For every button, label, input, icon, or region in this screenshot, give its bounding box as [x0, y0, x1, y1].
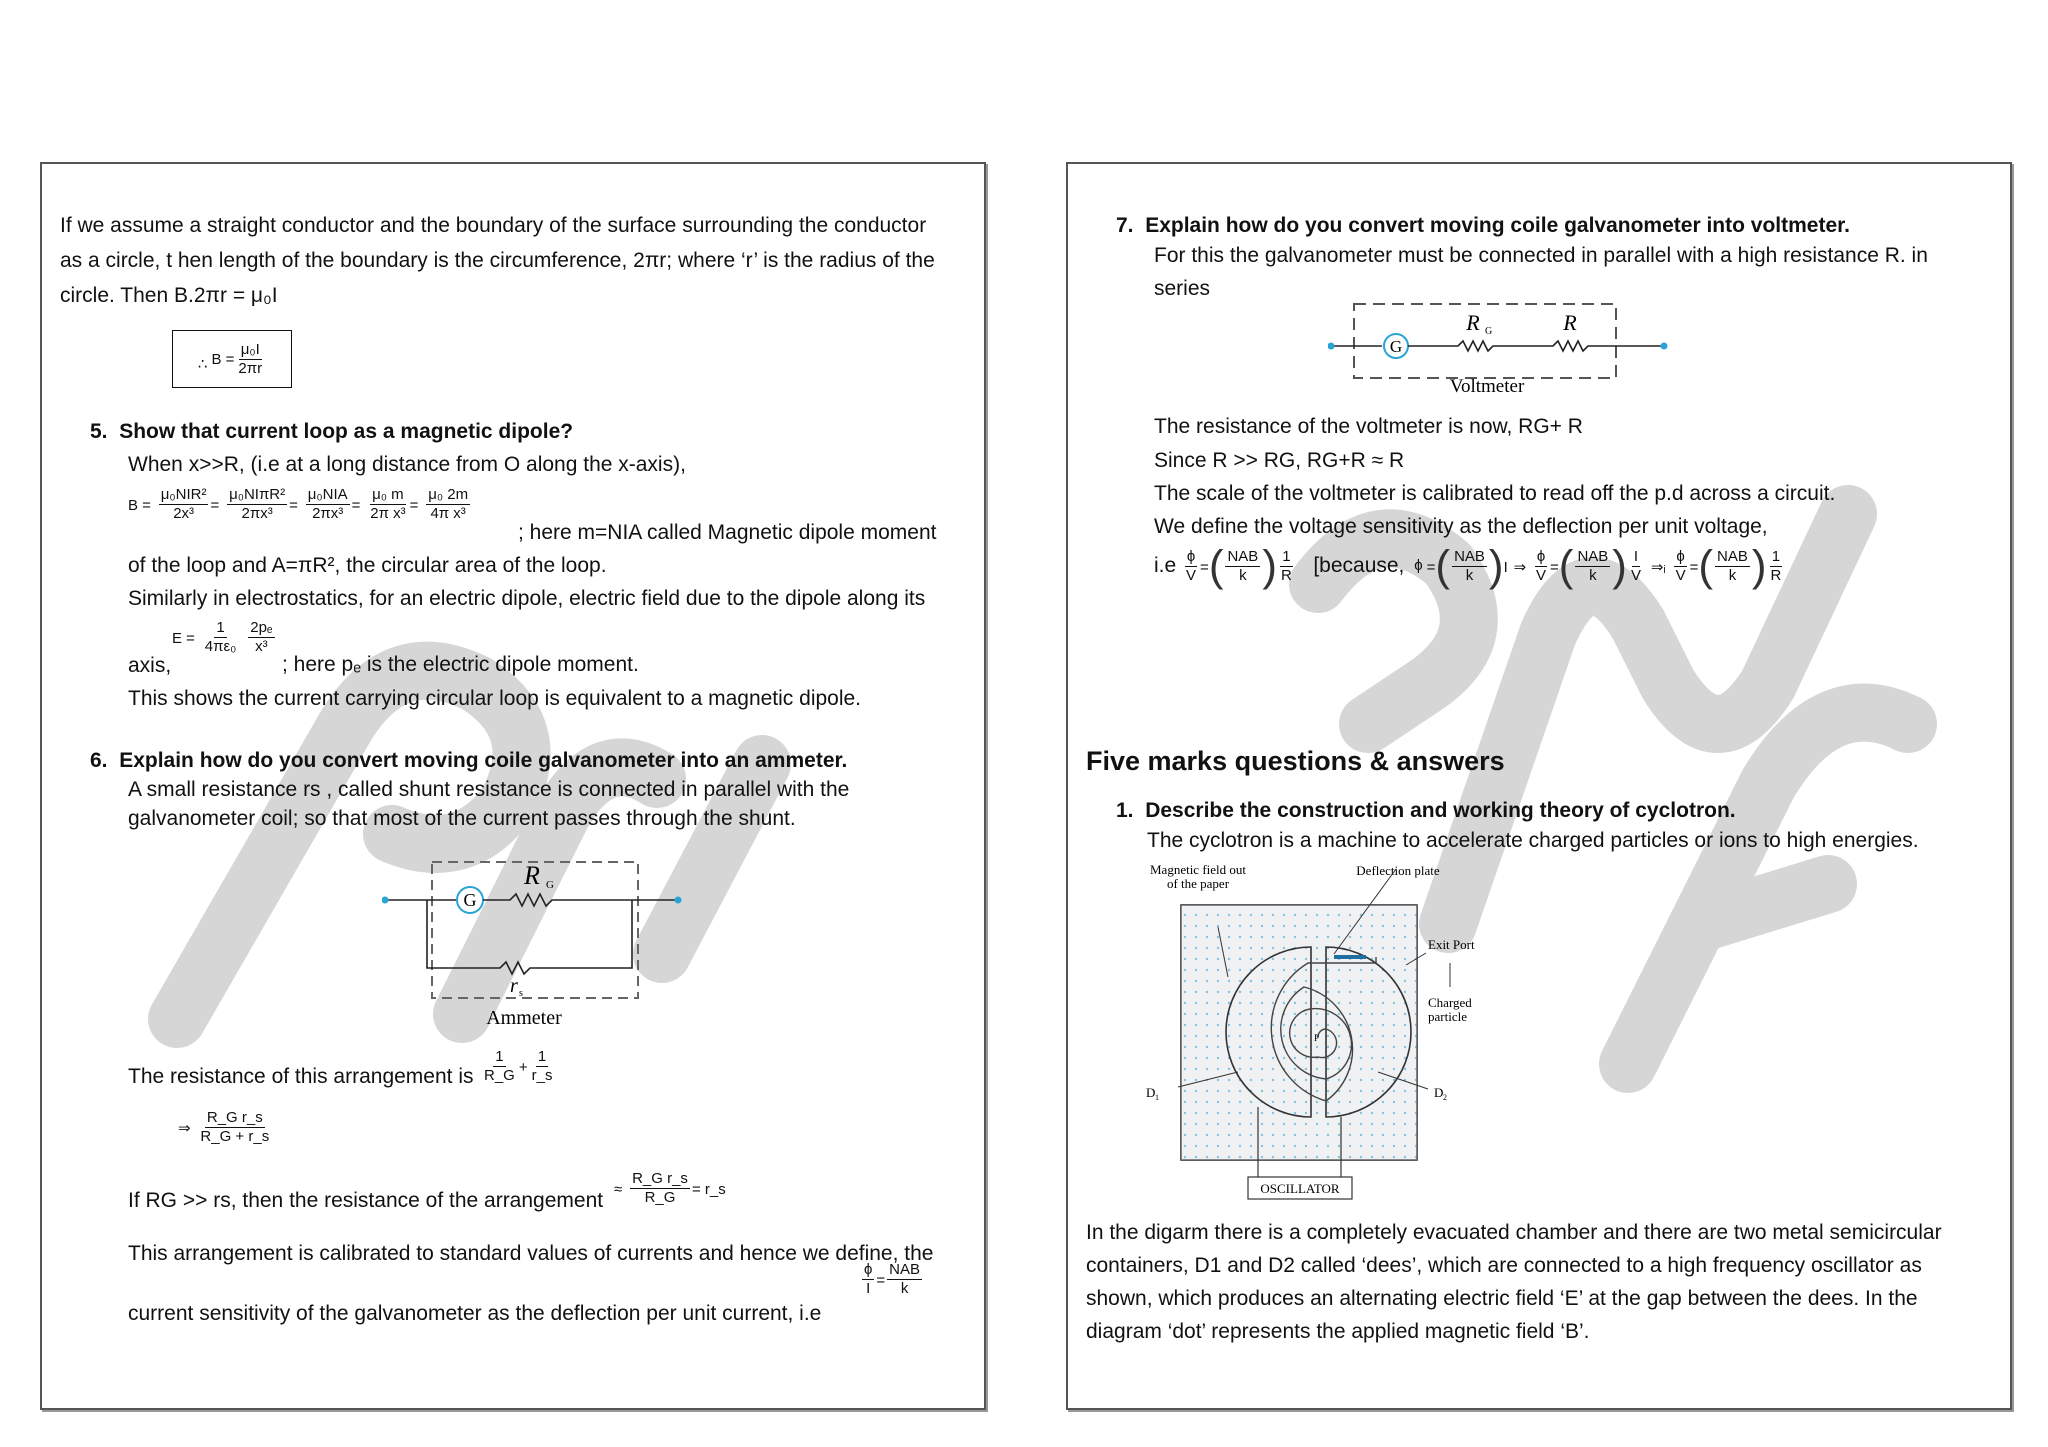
q7-voltage-sensitivity-formula: i.e $\frac{\phi}{V}$ =( $\frac{\text{NAB}}{k}$ ) $\frac{1}{R}$ [because, ϕ =( $\frac{\text{NAB}}{k}$ )I ⇒ $\frac{\phi}{V}$ =( $\frac{\text{NAB}}{k}$ ) $\frac{I}{V}$ ⇒ᵢ $\frac{\phi}{V}$ =( $\frac{\text{NAB}}{k}$ ) $\frac{1}{R}$ — [1154, 541, 1782, 591]
q5-line-4: Similarly in electrostatics, for an electric dipole, electric field due to the dipole along its — [128, 587, 926, 610]
right-page — [1066, 162, 2012, 1410]
intro-line-3: circle. Then B.2πr = μ₀I — [60, 284, 278, 307]
cyclotron-diagram — [1138, 857, 1518, 1207]
intro-line-1: If we assume a straight conductor and the boundary of the surface surrounding the conductor — [60, 214, 927, 237]
r-label: R — [1563, 310, 1577, 335]
rs-sub: s — [519, 988, 523, 999]
q6-line-cal: This arrangement is calibrated to standard values of currents and hence we define, the — [128, 1242, 934, 1265]
q5-line-1: When x>>R, (i.e at a long distance from O along the x-axis), — [128, 453, 686, 476]
q6-sens-fraction: $\frac{\phi}{I}$ = $\frac{\text{NAB}}{k}$ — [864, 1261, 921, 1297]
rs-label: r — [510, 975, 518, 997]
voltmeter-diagram — [1328, 294, 1668, 394]
q6-number: 6. — [90, 749, 108, 772]
series-resistors — [1408, 341, 1664, 351]
para-line-1: In the digarm there is a completely evacuated chamber and there are two metal semicircular — [1086, 1221, 1942, 1244]
voltmeter-caption: Voltmeter — [1449, 376, 1525, 394]
q6-resistance-fraction: $\frac{1}{R\_G}$ + $\frac{1}{r\_s}$ — [484, 1048, 553, 1084]
galvanometer-label: G — [463, 890, 477, 910]
charged-label-1: Charged — [1428, 995, 1472, 1010]
q1-title: Describe the construction and working theory of cyclotron. — [1145, 799, 1736, 822]
fraction: $\frac{\text{μ₀I}}{2\pi r}$ — [238, 340, 263, 377]
q7-heading — [1116, 209, 1850, 243]
charged-label-2: particle — [1428, 1009, 1467, 1024]
oscillator-label: OSCILLATOR — [1260, 1181, 1340, 1196]
left-page — [40, 162, 986, 1410]
galvanometer-label: G — [1389, 337, 1403, 356]
boxed-formula — [172, 330, 292, 388]
q7-line-2: series — [1154, 277, 1211, 300]
deflection-label: Deflection plate — [1356, 863, 1440, 878]
shunt-resistor — [427, 900, 632, 974]
terminal-left — [382, 897, 389, 904]
q6-title: Explain how do you convert moving coile galvanometer into an ammeter. — [119, 749, 848, 772]
q6-resistance-text: The resistance of this arrangement is — [128, 1065, 474, 1088]
d2-sub: 2 — [1443, 1093, 1447, 1102]
q5-b-formula: B = $\frac{\text{μ₀NIR²}}{\text{2x³}}$ = $\frac{\text{μ₀NIπR²}}{\text{2πx³}}$ = $\frac{\text{μ₀NIA}}{\text{2πx³}}$ = $\frac{\text{μ₀ m}}{\text{2π x³}}$ = $\frac{\text{μ₀ 2m}}{\text{4π x³}}$ — [128, 486, 469, 522]
q5-axis-word: axis, — [128, 654, 172, 677]
mag-label-2: of the paper — [1166, 876, 1230, 891]
q6-approx-fraction: ≈ $\frac{\text{R\_G r\_s}}{R\_G}$ = r_s — [614, 1170, 726, 1206]
q1-line-1: The cyclotron is a machine to accelerate charged particles or ions to high energies. — [1147, 829, 1919, 852]
q5-line-6: This shows the current carrying circular loop is equivalent to a magnetic dipole. — [128, 687, 862, 710]
five-marks-heading: Five marks questions & answers — [1086, 746, 1505, 776]
q6-implies-fraction: ⇒ $\frac{\text{R\_G r\_s}}{R\_G + r\_s}$ — [178, 1109, 270, 1145]
q5-e-formula: E = $\frac{1}{\text{4πε₀}}$ $\frac{\text{2pₑ}}{\text{x³}}$ — [172, 619, 273, 655]
q7-title: Explain how do you convert moving coile galvanometer into voltmeter. — [1145, 214, 1850, 237]
d1-sub: 1 — [1155, 1093, 1159, 1102]
rg-label: R — [524, 861, 540, 890]
therefore-symbol: ∴ — [197, 356, 208, 373]
rg-sub: G — [546, 879, 554, 891]
q5-title: Show that current loop as a magnetic dipole? — [119, 420, 574, 443]
d1-label: D — [1146, 1085, 1156, 1100]
rg-label: R — [1466, 310, 1480, 335]
para-line-4: diagram ‘dot’ represents the applied magnetic field ‘B’. — [1086, 1320, 1590, 1343]
q7-line-1: For this the galvanometer must be connected in parallel with a high resistance R. in — [1154, 244, 1928, 267]
chamber-shade — [1181, 905, 1417, 1160]
d2-label: D — [1434, 1085, 1444, 1100]
q5-line-3: of the loop and A=πR², the circular area of the loop. — [128, 554, 607, 577]
p-label: P — [1314, 1033, 1320, 1043]
q7-number: 7. — [1116, 214, 1134, 237]
five-marks-q1-heading — [1116, 794, 1736, 828]
resistor-rg — [483, 894, 588, 906]
q5-formula-tail: ; here m=NIA called Magnetic dipole moment — [518, 521, 937, 544]
terminal-left — [1328, 343, 1335, 350]
terminal-right — [675, 897, 682, 904]
q6-line-1: A small resistance rs , called shunt resistance is connected in parallel with the — [128, 778, 850, 801]
ammeter-diagram — [382, 852, 682, 1032]
q1-number: 1. — [1116, 799, 1134, 822]
formula-lhs: B = — [211, 350, 235, 368]
exit-port-label: Exit Port — [1428, 937, 1475, 952]
q7-line-4: Since R >> RG, RG+R ≈ R — [1154, 449, 1405, 472]
q5-e-tail: ; here pₑ is the electric dipole moment. — [282, 653, 639, 676]
q6-if-text: If RG >> rs, then the resistance of the arrangement — [128, 1189, 604, 1212]
intro-line-2: as a circle, t hen length of the boundary is the circumference, 2πr; where ‘r’ is the radius of the — [60, 249, 935, 272]
q7-line-5: The scale of the voltmeter is calibrated to read off the p.d across a circuit. — [1154, 482, 1836, 505]
q7-line-3: The resistance of the voltmeter is now, RG+ R — [1154, 415, 1583, 438]
rg-sub: G — [1485, 326, 1493, 337]
q6-line-2: galvanometer coil; so that most of the current passes through the shunt. — [128, 807, 796, 830]
para-line-3: shown, which produces an alternating electric field ‘E’ at the gap between the dees. In the — [1086, 1287, 1918, 1310]
q5-heading — [90, 415, 573, 449]
q7-line-6: We define the voltage sensitivity as the deflection per unit voltage, — [1154, 515, 1768, 538]
mag-label-1: Magnetic field out — [1149, 862, 1247, 877]
q6-line-sens: current sensitivity of the galvanometer as the deflection per unit current, i.e — [128, 1302, 822, 1325]
terminal-right — [1661, 343, 1668, 350]
ammeter-caption: Ammeter — [486, 1007, 562, 1029]
para-line-2: containers, D1 and D2 called ‘dees’, which are connected to a high frequency oscillator as — [1086, 1254, 1922, 1277]
q5-number: 5. — [90, 420, 108, 443]
